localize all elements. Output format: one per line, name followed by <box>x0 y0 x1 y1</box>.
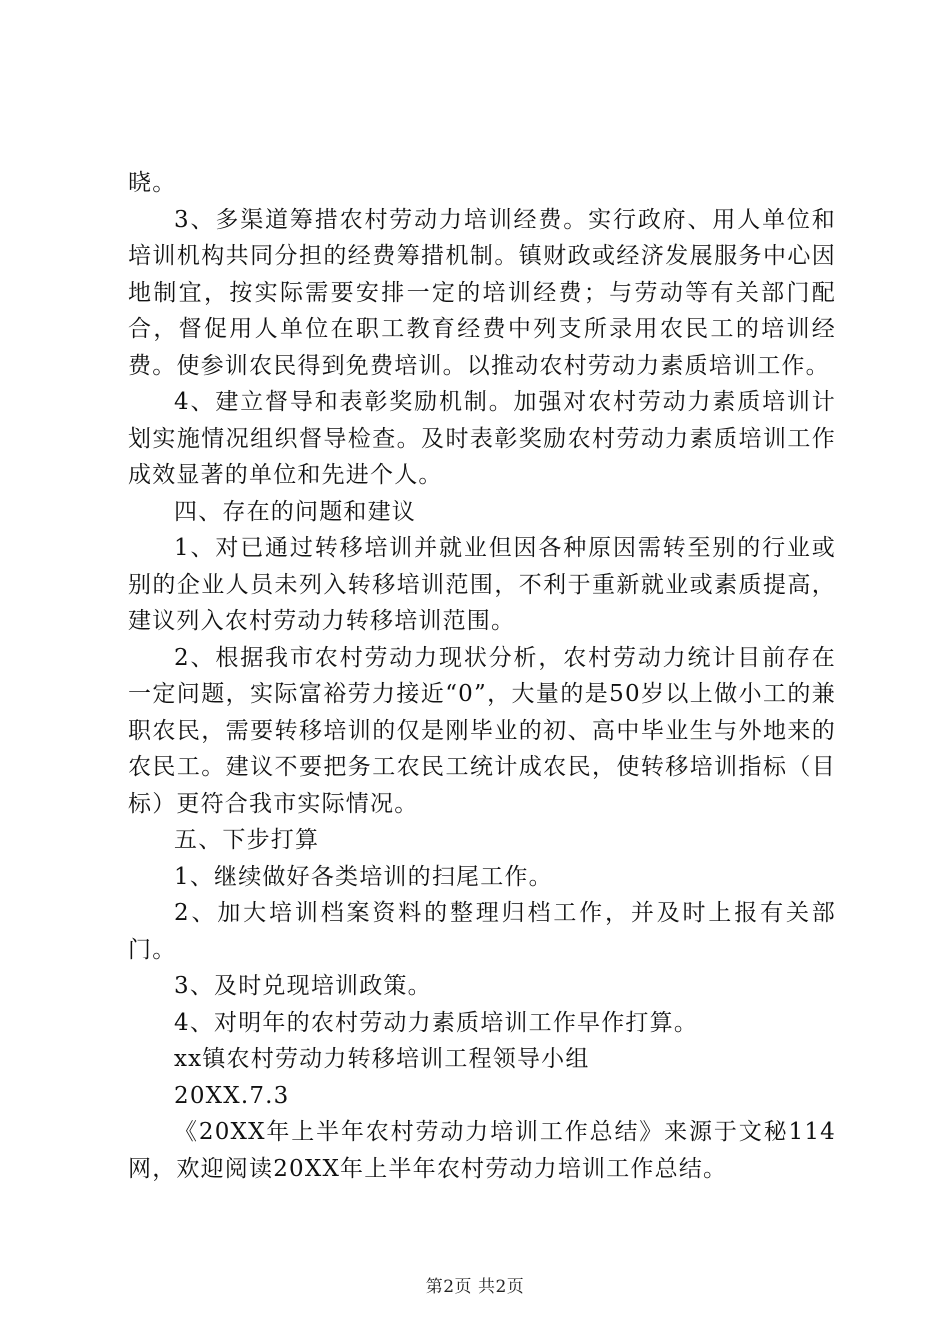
source-note: 《20XX年上半年农村劳动力培训工作总结》来源于文秘114网，欢迎阅读20XX年上半年农村劳动力培训工作总结。 <box>128 1119 836 1182</box>
paragraph: 3、多渠道筹措农村劳动力培训经费。实行政府、用人单位和培训机构共同分担的经费筹措机制。镇财政或经济发展服务中心因地制宜，按实际需要安排一定的培训经费；与劳动等有关部门配合，督促用人单位在职工教育经费中列支所录用农民工的培训经费。使参训农民得到免费培训。以推动农村劳动力素质培训工作。 <box>128 206 836 379</box>
section-heading: 五、下步打算 <box>174 827 320 853</box>
paragraph: 2、根据我市农村劳动力现状分析，农村劳动力统计目前存在一定问题，实际富裕劳力接近“0”，大量的是50岁以上做小工的兼职农民，需要转移培训的仅是刚毕业的初、高中毕业生与外地来的农民工。建议不要把务工农民工统计成农民，使转移培训指标（目标）更符合我市实际情况。 <box>128 644 836 817</box>
paragraph: 4、建立督导和表彰奖励机制。加强对农村劳动力素质培训计划实施情况组织督导检查。及时表彰奖励农村劳动力素质培训工作成效显著的单位和先进个人。 <box>128 389 836 488</box>
paragraph: 晓。 <box>128 170 177 196</box>
section-heading: 四、存在的问题和建议 <box>174 498 416 525</box>
document-body <box>128 165 836 1187</box>
paragraph: 1、对已通过转移培训并就业但因各种原因需转至别的行业或别的企业人员未列入转移培训范围，不利于重新就业或素质提高，建议列入农村劳动力转移培训范围。 <box>128 535 836 634</box>
list-item: 4、对明年的农村劳动力素质培训工作早作打算。 <box>174 1009 699 1036</box>
list-item: 3、及时兑现培训政策。 <box>174 973 432 999</box>
list-item: 1、继续做好各类培训的扫尾工作。 <box>174 863 553 890</box>
page-number-footer: 第2页 共2页 <box>425 1277 525 1297</box>
list-item: 2、加大培训档案资料的整理归档工作，并及时上报有关部门。 <box>128 900 836 963</box>
signature-date: 20XX.7.3 <box>174 1082 290 1109</box>
signature-organization: xx镇农村劳动力转移培训工程领导小组 <box>174 1046 590 1072</box>
